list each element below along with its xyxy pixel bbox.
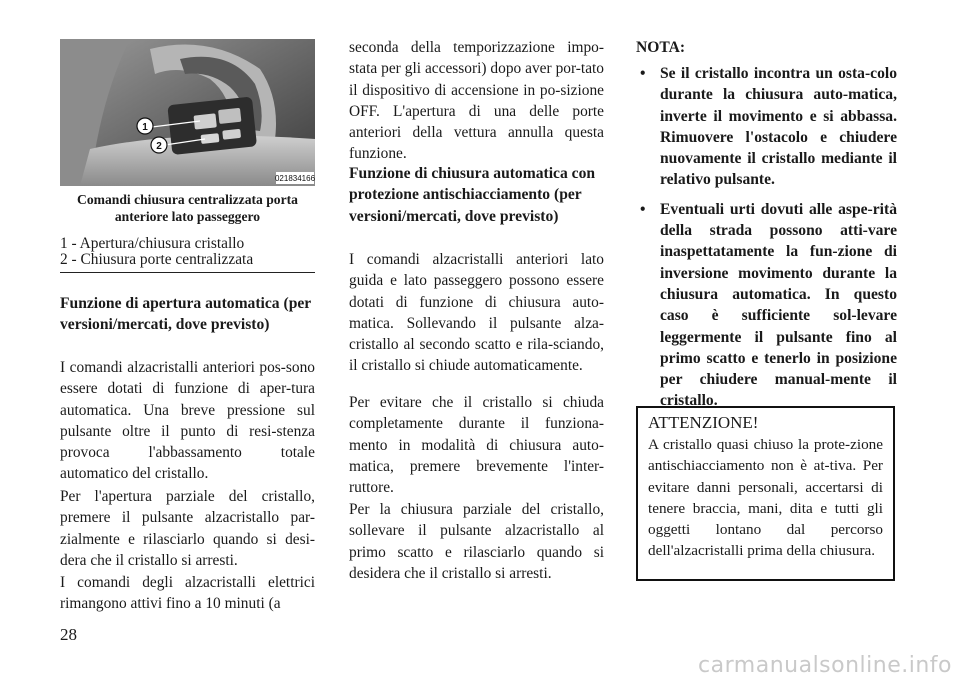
paragraph: Per evitare che il cristallo si chiuda completamente durante il funziona-mento in modalità di chiusura auto-matica, premere brevemente l'inter-ruttore. [349, 394, 604, 497]
paragraph: seconda della temporizzazione impo-stata per gli accessori) dopo aver por-tato il dispositivo di accensione in po-sizione OFF. L'apertura di una delle porte anteriori della vettura annulla questa funzione. [349, 39, 604, 163]
paragraph: Per la chiusura parziale del cristallo, sollevare il pulsante alzacristallo al primo scatto e rilasciarlo quando si desidera che il cristallo si arresti. [349, 501, 604, 582]
warning-box [636, 406, 895, 581]
legend-divider [60, 272, 315, 273]
legend-item-2: 2 - Chiusura porte centralizzata [60, 251, 254, 268]
figure-caption: Comandi chiusura centralizzata porta anteriore lato passeggero [77, 192, 298, 224]
paragraph: I comandi alzacristalli anteriori pos-sono essere dotati di funzione di aper-tura automatica. Una breve pressione sul pulsante oltre il punto di resi-stenza provoca l'abbassamento totale automatico del cristallo. [60, 359, 315, 483]
warning-text: A cristallo quasi chiuso la prote-zione antischiacciamento non è at-tiva. Per evitare danni personali, accertarsi di tenere braccia, mani, dita e tutti gli oggetti lontano dal percorso dell'alzacristalli prima della chiusura. [648, 436, 883, 560]
warning-title: ATTENZIONE! [648, 413, 759, 432]
door-panel-illustration [60, 39, 315, 186]
door-controls-photo [60, 39, 315, 186]
note-item: • Eventuali urti dovuti alle aspe-rità della strada possono atti-vare inaspettatamente la fun-zione di inversione movimento durante la chiusura automatica. In questo caso è sufficiente sol-levare leggermente il pulsante fino al primo scatto e tenerlo in posizione per chiudere manual-mente il cristallo. [640, 200, 897, 410]
legend-item-1: 1 - Apertura/chiusura cristallo [60, 235, 245, 252]
paragraph: I comandi alzacristalli anteriori lato guida e lato passeggero possono essere dotati di funzione di chiusura auto-matica. Sollevando il pulsante alza-cristallo al secondo scatto e rila-sciando, il cristallo si chiude automaticamente. [349, 251, 604, 375]
watermark: carmanualsonline.info [698, 653, 952, 678]
svg-text:1: 1 [142, 122, 148, 133]
note-item: • Se il cristallo incontra un osta-colo durante la chiusura auto-matica, inverte il movimento e si abbassa. Rimuovere l'ostacolo e chiudere nuovamente il cristallo mediante il relativo pulsante. [640, 65, 897, 189]
section-heading-auto-open: Funzione di apertura automatica (per versioni/mercati, dove previsto) [60, 295, 311, 334]
paragraph: Per l'apertura parziale del cristallo, premere il pulsante alzacristallo par-zialmente e rilasciarlo quando si desi-dera che il cristallo si arresti. [60, 488, 315, 569]
svg-text:2: 2 [156, 141, 162, 152]
page-number: 28 [60, 625, 77, 644]
bullet-icon: • [640, 200, 646, 218]
image-code: 021834166 [274, 174, 315, 183]
bullet-icon: • [640, 65, 646, 82]
paragraph: I comandi degli alzacristalli elettrici rimangono attivi fino a 10 minuti (a [60, 574, 315, 613]
note-title: NOTA: [636, 39, 686, 56]
figure-legend [60, 236, 315, 268]
note-list [636, 63, 897, 420]
section-heading-auto-close: Funzione di chiusura automatica con protezione antischiacciamento (per versioni/mercati, dove previsto) [349, 165, 596, 225]
